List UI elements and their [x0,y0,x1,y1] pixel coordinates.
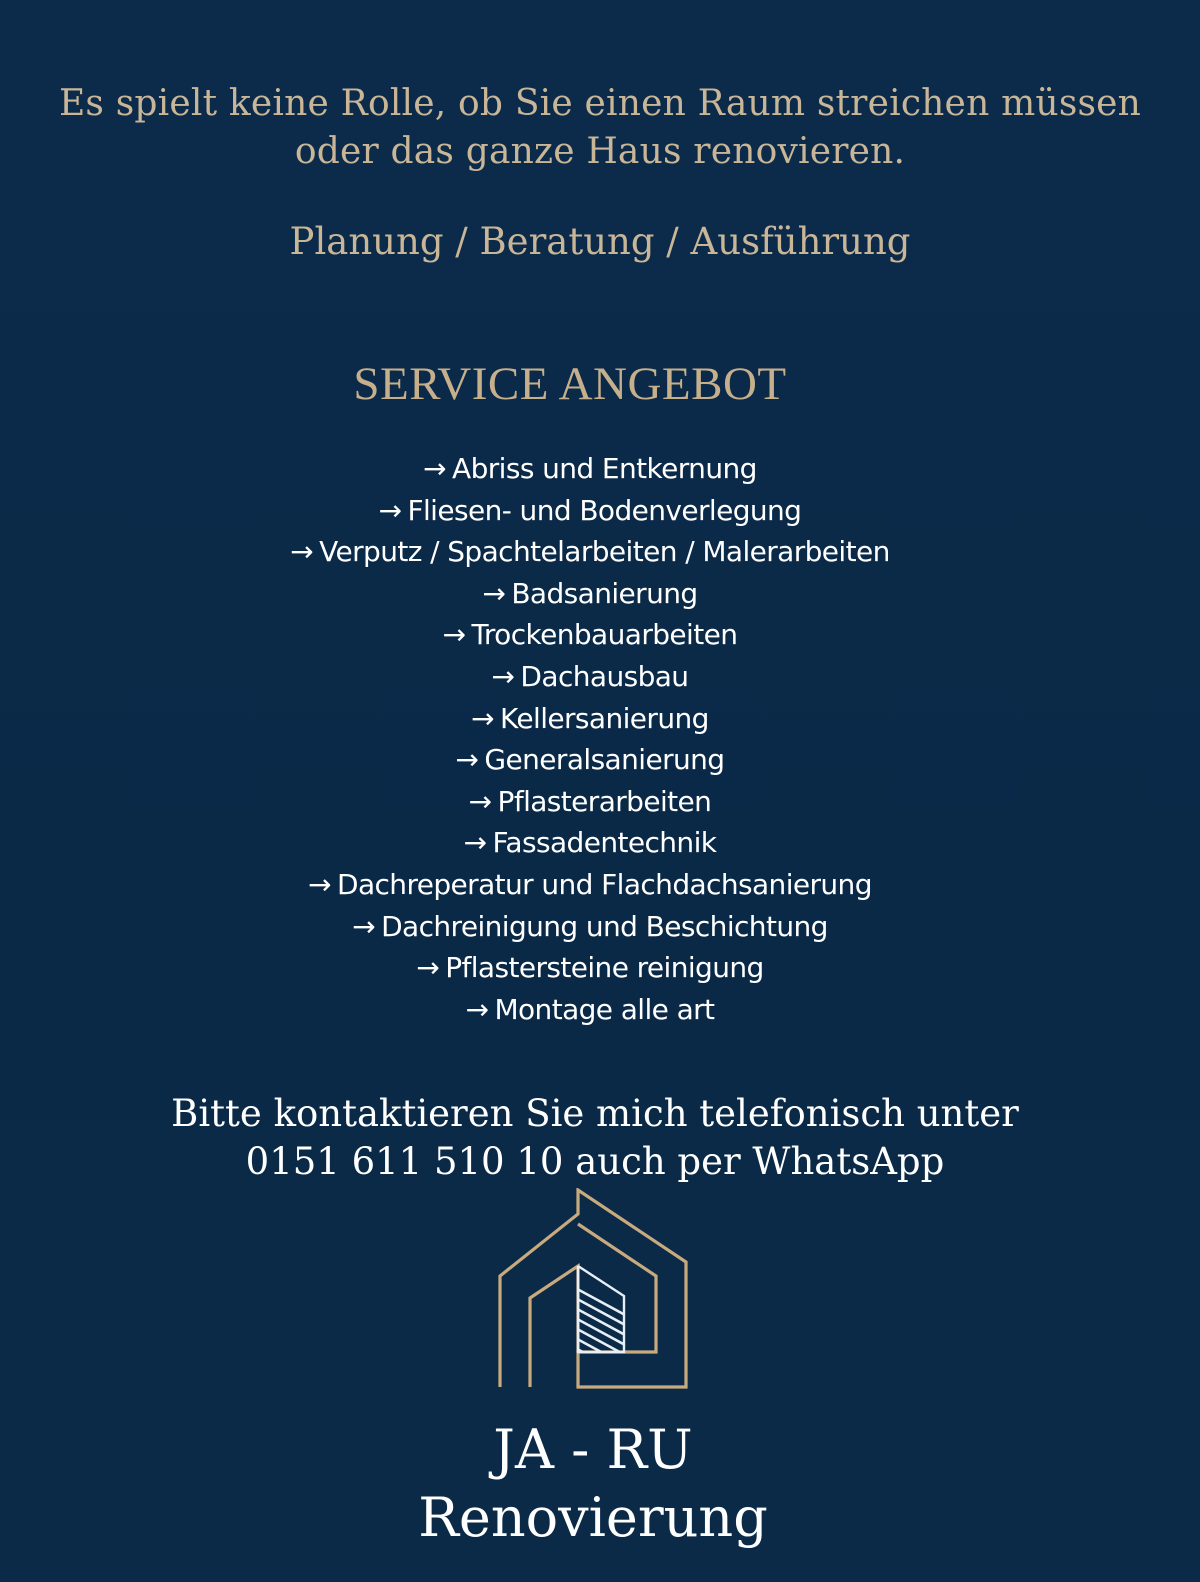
arrow-right-icon: → [468,784,492,818]
arrow-right-icon: → [463,826,487,860]
brand-name: JA - RU [493,1418,693,1481]
service-label: Kellersanierung [500,701,709,735]
arrow-right-icon: → [442,618,466,652]
arrow-right-icon: → [471,701,495,735]
arrow-right-icon: → [416,951,440,985]
service-label: Pflasterarbeiten [497,784,712,818]
service-label: Fassadentechnik [492,826,717,860]
contact-phone-line: 0151 611 510 10 auch per WhatsApp [245,1140,945,1183]
service-label: Trockenbauarbeiten [471,618,738,652]
service-label: Abriss und Entkernung [452,452,757,485]
service-item [0,614,1180,656]
service-item [0,906,1180,948]
service-label: Fliesen- und Bodenverlegung [407,493,802,527]
house-logo-icon [498,1188,690,1392]
service-item [0,947,1180,989]
intro-line-1: Es spielt keine Rolle, ob Sie einen Raum streichen müssen [58,83,1142,124]
service-label: Badsanierung [511,576,698,610]
service-item [0,739,1180,781]
arrow-right-icon: → [423,452,447,485]
arrow-right-icon: → [465,992,489,1026]
service-item [0,989,1180,1031]
service-label: Verputz / Spachtelarbeiten / Malerarbeiten [319,535,890,569]
brand-subtitle: Renovierung [418,1486,768,1549]
contact-line-1: Bitte kontaktieren Sie mich telefonisch unter [171,1092,1019,1135]
service-item [0,531,1180,573]
arrow-right-icon: → [352,909,376,943]
arrow-right-icon: → [290,535,314,569]
service-label: Generalsanierung [484,743,725,777]
arrow-right-icon: → [455,743,479,777]
service-list [0,448,1180,1030]
service-item [0,822,1180,864]
service-label: Dachausbau [520,659,689,693]
intro-line-2: oder das ganze Haus renovieren. [294,131,906,172]
service-label: Pflastersteine reinigung [445,951,764,985]
service-item [0,573,1180,615]
service-item [0,448,1180,490]
service-label: Dachreinigung und Beschichtung [381,909,828,943]
service-label: Montage alle art [494,992,715,1026]
tagline: Planung / Beratung / Ausführung [289,220,911,263]
service-item [0,656,1180,698]
service-title: SERVICE ANGEBOT [353,358,787,410]
service-item [0,864,1180,906]
arrow-right-icon: → [378,493,402,527]
arrow-right-icon: → [482,576,506,610]
service-item [0,781,1180,823]
arrow-right-icon: → [491,659,515,693]
arrow-right-icon: → [308,867,331,901]
service-label: Dachreperatur und Flachdachsanierung [336,867,872,901]
service-item [0,698,1180,740]
service-item [0,490,1180,532]
